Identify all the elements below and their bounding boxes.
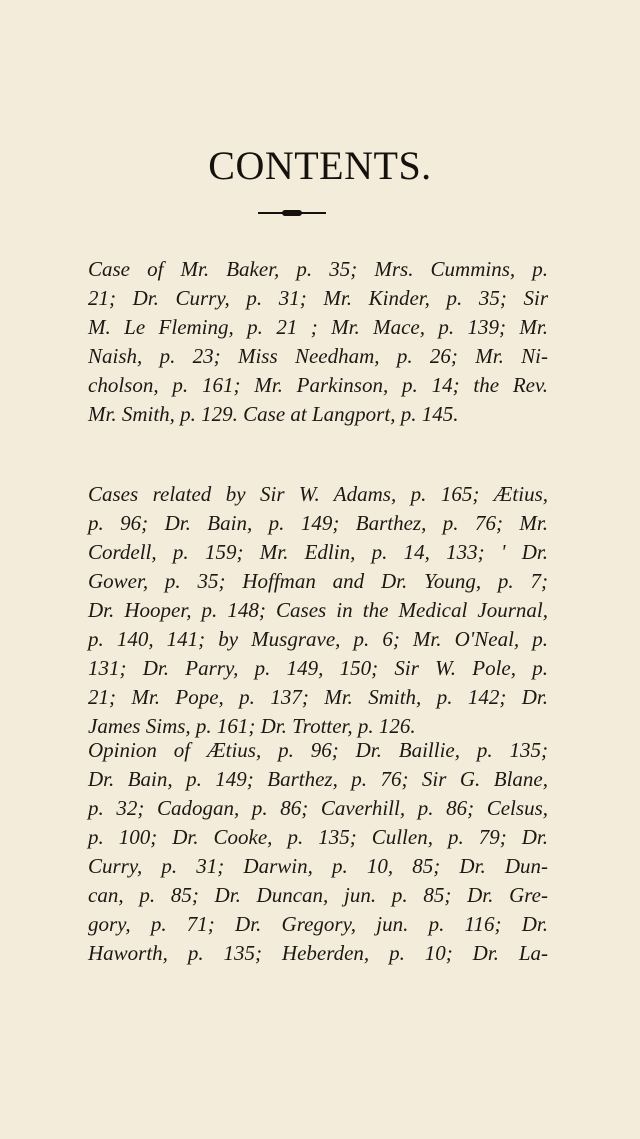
text-line: James Sims, p. 161; Dr. Trotter, p. 126. [88,714,416,738]
text-line: cholson, p. 161; Mr. Parkinson, p. 14; the Rev. [88,373,548,397]
text-line: Opinion of Ætius, p. 96; Dr. Baillie, p. 135; [88,738,548,762]
text-line: Case of Mr. Baker, p. 35; Mrs. Cummins, p. [88,257,548,281]
page-title: CONTENTS. [208,143,432,188]
ornamental-rule [258,212,326,214]
text-line: 21; Dr. Curry, p. 31; Mr. Kinder, p. 35; Sir [88,286,548,310]
text-line: gory, p. 71; Dr. Gregory, jun. p. 116; Dr. [88,912,548,936]
text-line: Haworth, p. 135; Heberden, p. 10; Dr. La- [88,941,548,965]
contents-paragraph-1 [88,255,548,429]
text-line: Dr. Bain, p. 149; Barthez, p. 76; Sir G. Blane, [88,767,548,791]
text-line: Curry, p. 31; Darwin, p. 10, 85; Dr. Dun- [88,854,548,878]
text-line: Dr. Hooper, p. 148; Cases in the Medical Journal, [88,598,548,622]
text-line: Cases related by Sir W. Adams, p. 165; Ætius, [88,482,548,506]
text-line: Cordell, p. 159; Mr. Edlin, p. 14, 133; ' Dr. [88,540,548,564]
text-line: 131; Dr. Parry, p. 149, 150; Sir W. Pole, p. [88,656,548,680]
contents-paragraph-3 [88,736,548,968]
text-line: can, p. 85; Dr. Duncan, jun. p. 85; Dr. Gre- [88,883,548,907]
text-line: p. 100; Dr. Cooke, p. 135; Cullen, p. 79; Dr. [88,825,548,849]
text-line: p. 96; Dr. Bain, p. 149; Barthez, p. 76; Mr. [88,511,548,535]
text-line: Mr. Smith, p. 129. Case at Langport, p. 145. [88,402,459,426]
text-line: 21; Mr. Pope, p. 137; Mr. Smith, p. 142; Dr. [88,685,548,709]
text-line: M. Le Fleming, p. 21 ; Mr. Mace, p. 139; Mr. [88,315,548,339]
text-line: p. 140, 141; by Musgrave, p. 6; Mr. O'Neal, p. [88,627,548,651]
contents-paragraph-2 [88,480,548,741]
text-line: Gower, p. 35; Hoffman and Dr. Young, p. 7; [88,569,548,593]
text-line: p. 32; Cadogan, p. 86; Caverhill, p. 86; Celsus, [88,796,548,820]
text-line: Naish, p. 23; Miss Needham, p. 26; Mr. Ni- [88,344,548,368]
